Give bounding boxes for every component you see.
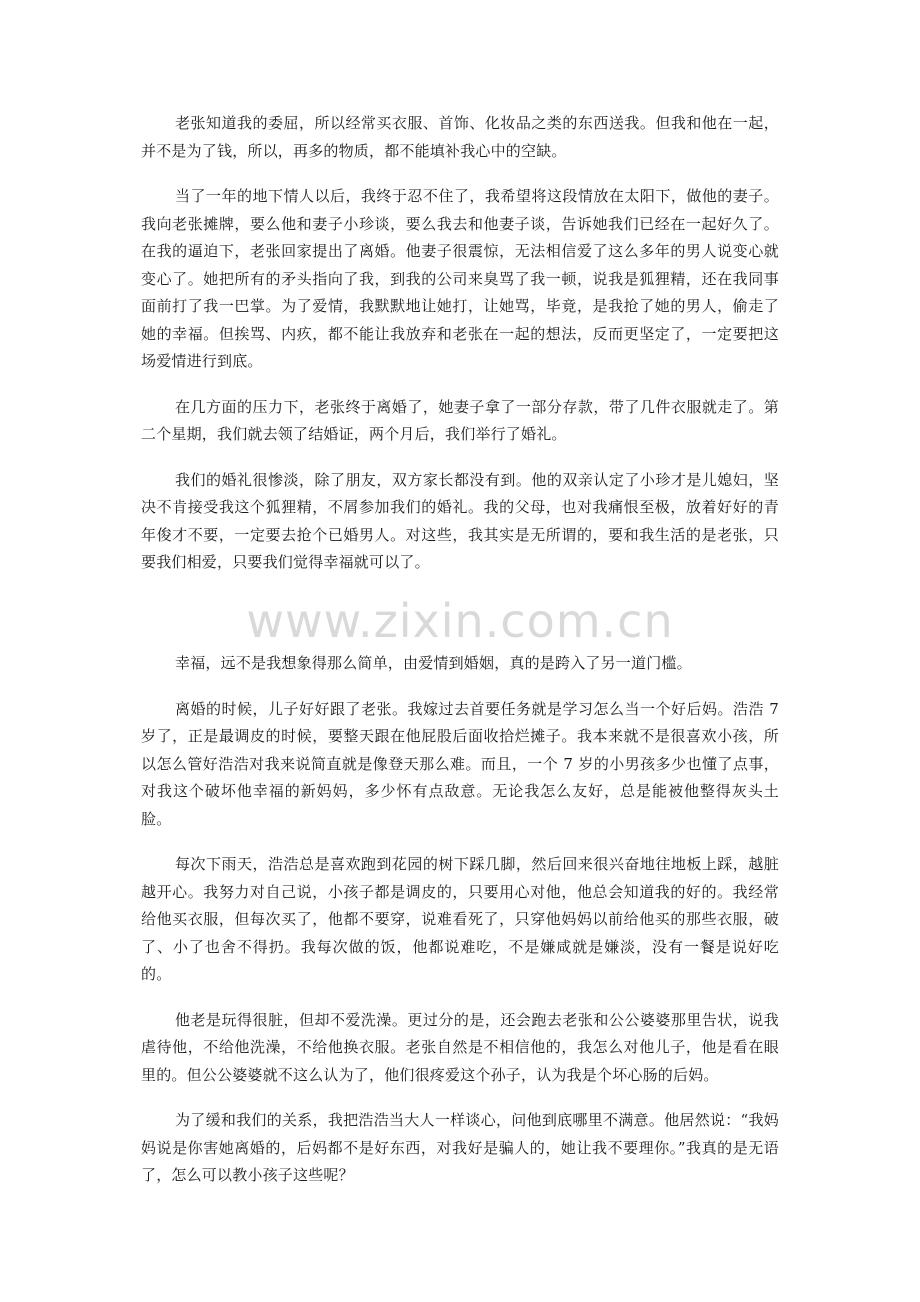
paragraph: 我们的婚礼很惨淡，除了朋友，双方家长都没有到。他的双亲认定了小珍才是儿媳妇，坚决不肯接受我这个狐狸精，不屑参加我们的婚礼。我的父母，也对我痛恨至极，放着好好的青年俊才不要，一定要去抢个已婚男人。对这些，我其实是无所谓的，要和我生活的是老张，只要我们相爱，只要我们觉得幸福就可以了。 bbox=[141, 470, 779, 571]
paragraph: 离婚的时候，儿子好好跟了老张。我嫁过去首要任务就是学习怎么当一个好后妈。浩浩 7 岁了，正是最调皮的时候，要整天跟在他屁股后面收拾烂摊子。我本来就不是很喜欢小孩，所以怎么管好浩浩对我来说简直就是像登天那么难。而且，一个 7 岁的小男孩多少也懂了点事，对我这个破坏他幸福的新妈妈，多少怀有点敌意。无论我怎么友好，总是能被他整得灰头土脸。 bbox=[141, 699, 779, 828]
paragraph: 老张知道我的委屈，所以经常买衣服、首饰、化妆品之类的东西送我。但我和他在一起，并不是为了钱，所以，再多的物质，都不能填补我心中的空缺。 bbox=[141, 114, 779, 160]
paragraph: 当了一年的地下情人以后，我终于忍不住了，我希望将这段情放在太阳下，做他的妻子。我向老张摊牌，要么他和妻子小珍谈，要么我去和他妻子谈，告诉她我们已经在一起好久了。在我的逼迫下，老张回家提出了离婚。他妻子很震惊，无法相信爱了这么多年的男人说变心就变心了。她把所有的矛头指向了我，到我的公司来臭骂了我一顿，说我是狐狸精，还在我同事面前打了我一巴掌。为了爱情，我默默地让她打，让她骂，毕竟，是我抢了她的男人，偷走了她的幸福。但挨骂、内疚，都不能让我放弃和老张在一起的想法，反而更坚定了，一定要把这场爱情进行到底。 bbox=[141, 187, 779, 370]
paragraph: 为了缓和我们的关系，我把浩浩当大人一样谈心，问他到底哪里不满意。他居然说：“我妈妈说是你害她离婚的，后妈都不是好东西，对我好是骗人的，她让我不要理你。”我真的是无语了，怎么可以教小孩子这些呢？ bbox=[141, 1111, 779, 1184]
paragraph: 幸福，远不是我想象得那么简单，由爱情到婚姻，真的是跨入了另一道门槛。 bbox=[175, 654, 692, 672]
watermark-text: www.zixin.com.cn bbox=[246, 594, 674, 648]
paragraph: 在几方面的压力下，老张终于离婚了，她妻子拿了一部分存款，带了几件衣服就走了。第二个星期，我们就去领了结婚证，两个月后，我们举行了婚礼。 bbox=[141, 397, 779, 443]
paragraph: 他老是玩得很脏，但却不爱洗澡。更过分的是，还会跑去老张和公公婆婆那里告状，说我虐待他，不给他洗澡，不给他换衣服。老张自然是不相信他的，我怎么对他儿子，他是看在眼里的。但公公婆婆就不这么认为了，他们很疼爱这个孙子，认为我是个坏心肠的后妈。 bbox=[141, 1010, 779, 1084]
paragraph: 每次下雨天，浩浩总是喜欢跑到花园的树下踩几脚，然后回来很兴奋地往地板上踩，越脏越开心。我努力对自己说，小孩子都是调皮的，只要用心对他，他总会知道我的好的。我经常给他买衣服，但每次买了，他都不要穿，说难看死了，只穿他妈妈以前给他买的那些衣服，破了、小了也舍不得扔。我每次做的饭，他都说难吃，不是嫌咸就是嫌淡，没有一餐是说好吃的。 bbox=[141, 855, 779, 983]
text-section-lower bbox=[141, 650, 779, 1208]
text-section-upper bbox=[141, 110, 779, 595]
